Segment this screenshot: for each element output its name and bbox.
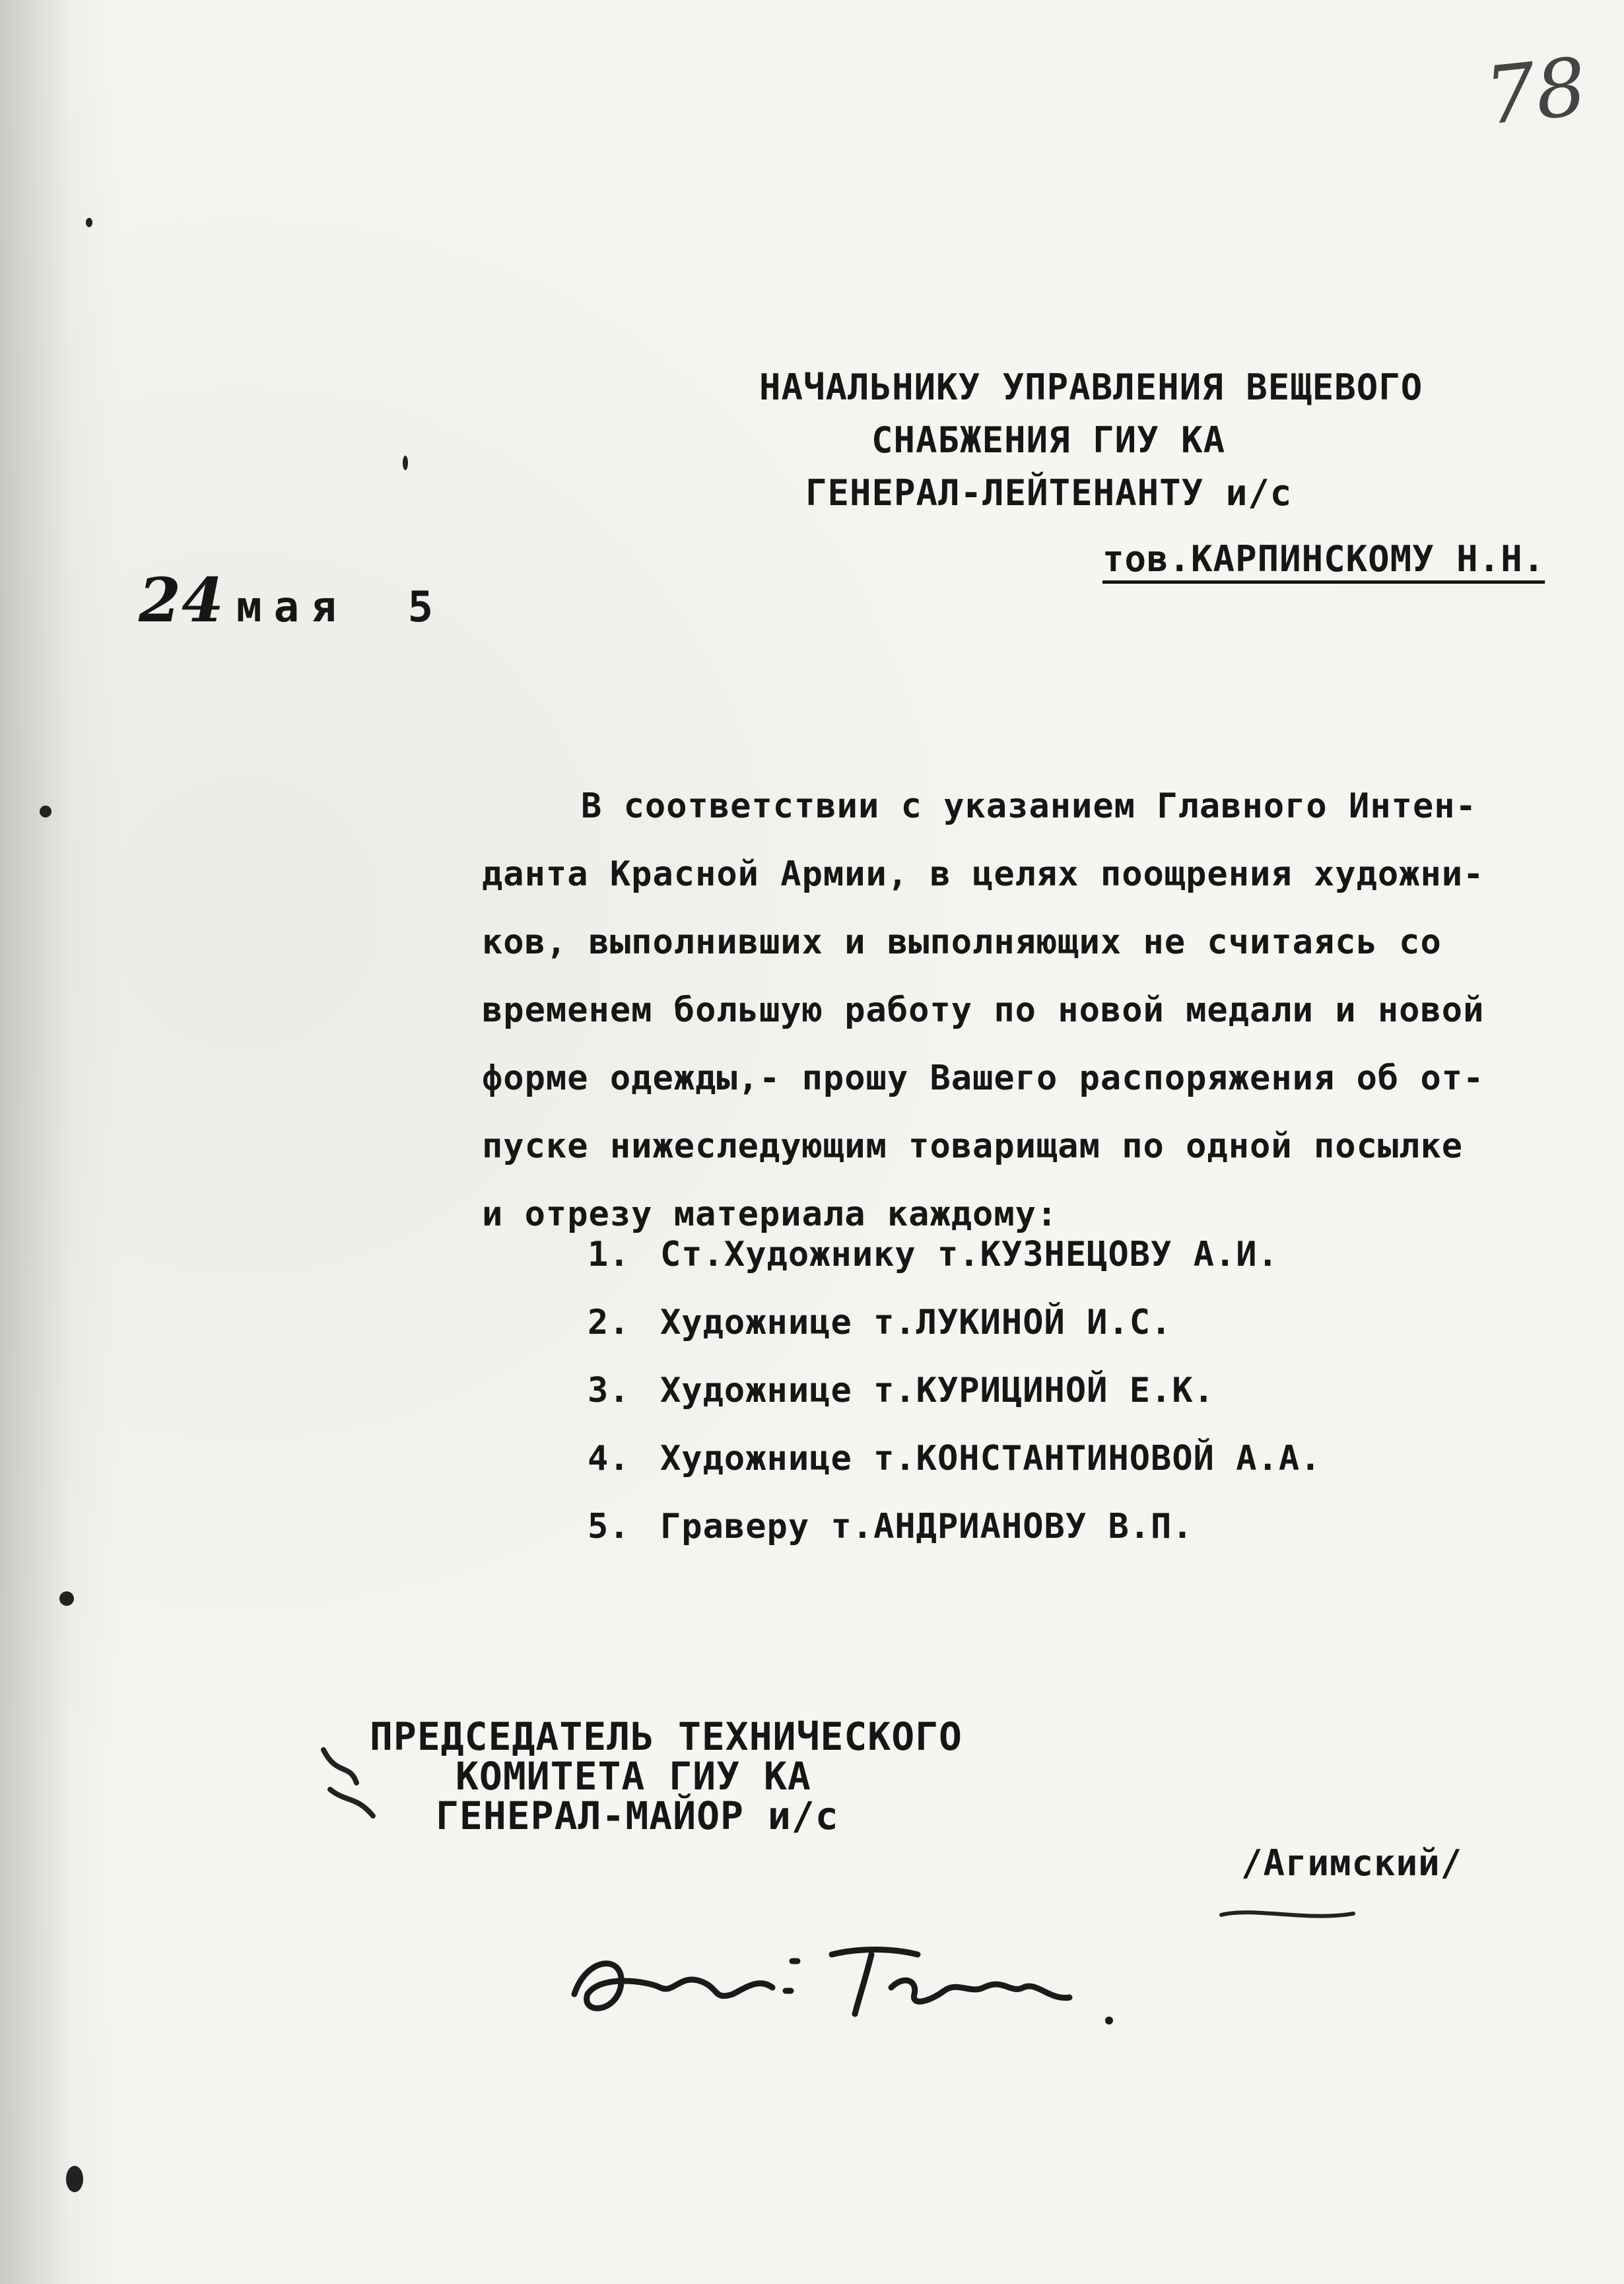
date-year: 5 — [407, 583, 434, 632]
list-item — [588, 1371, 1215, 1410]
scan-speck — [66, 2166, 83, 2192]
body-line: данта Красной Армии, в целях поощрения художни- — [482, 854, 1485, 894]
body-line: форме одежды,- прошу Вашего распоряжения об от- — [482, 1058, 1485, 1098]
addressee-line-1: НАЧАЛЬНИКУ УПРАВЛЕНИЯ ВЕЩЕВОГО — [759, 366, 1423, 408]
list-item-text: Ст.Художнику т.КУЗНЕЦОВУ А.И. — [660, 1235, 1279, 1274]
scan-speck — [59, 1591, 74, 1606]
list-item — [588, 1303, 1172, 1342]
document-date — [139, 565, 434, 636]
scan-edge-shadow — [0, 0, 119, 2284]
signature-underline-stroke — [1215, 1902, 1360, 1928]
list-item-number: 5. — [588, 1507, 630, 1546]
date-month: мая — [236, 583, 349, 632]
list-item — [588, 1235, 1279, 1274]
list-item — [588, 1439, 1322, 1478]
scan-speck — [403, 456, 408, 470]
date-day: 24 — [139, 565, 225, 636]
addressee-line-4: тов.КАРПИНСКОМУ Н.Н. — [1102, 538, 1545, 580]
scan-speck — [86, 218, 92, 227]
list-item-text: Художнице т.КОНСТАНТИНОВОЙ А.А. — [660, 1439, 1322, 1478]
list-item-number: 2. — [588, 1303, 630, 1342]
signer-title-line-3: ГЕНЕРАЛ-МАЙОР и/с — [436, 1793, 839, 1838]
list-item-text: Художнице т.КУРИЦИНОЙ Е.К. — [660, 1371, 1215, 1410]
body-line: временем большую работу по новой медали и новой — [482, 990, 1485, 1030]
list-item — [588, 1507, 1194, 1546]
body-line: пуске нижеследующим товарищам по одной посылке — [482, 1126, 1464, 1166]
list-item-number: 4. — [588, 1439, 630, 1478]
body-line: ков, выполнивших и выполняющих не считаясь со — [482, 922, 1442, 962]
addressee-line-3: ГЕНЕРАЛ-ЛЕЙТЕНАНТУ и/с — [805, 472, 1293, 514]
list-item-text: Граверу т.АНДРИАНОВУ В.П. — [660, 1507, 1194, 1546]
list-item-number: 3. — [588, 1371, 630, 1410]
signer-title-line-2: КОМИТЕТА ГИУ КА — [456, 1754, 811, 1799]
body-line: В соответствии с указанием Главного Интен- — [581, 786, 1477, 826]
page-number: 78 — [1481, 41, 1591, 143]
list-item-text: Художнице т.ЛУКИНОЙ И.С. — [660, 1303, 1172, 1342]
handwritten-certification-signature — [548, 1915, 1142, 2047]
addressee-line-2: СНАБЖЕНИЯ ГИУ КА — [871, 419, 1226, 461]
body-line: и отрезу материала каждому: — [482, 1194, 1058, 1234]
signer-title-line-1: ПРЕДСЕДАТЕЛЬ ТЕХНИЧЕСКОГО — [370, 1714, 963, 1759]
scan-speck — [40, 806, 51, 817]
signatory-name: /Агимский/ — [1241, 1842, 1463, 1884]
list-item-number: 1. — [588, 1235, 630, 1274]
